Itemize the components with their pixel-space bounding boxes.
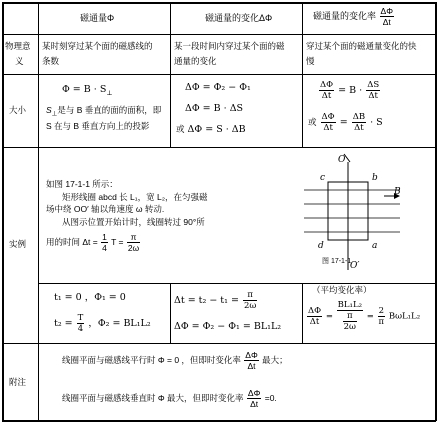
meaning-change-line1: 某一段时间内穿过某个面的磁 — [174, 41, 285, 51]
col-divider-2-lower — [170, 283, 171, 344]
header-flux-change: 磁通量的变化ΔΦ — [205, 13, 273, 23]
col-divider-3-lower — [302, 283, 303, 344]
example-rate-frac-b — [337, 300, 363, 332]
fraction-numerator: BL₁L₂ — [337, 300, 362, 310]
fraction-numerator: ΔΦ — [245, 350, 258, 360]
fraction-denominator: Δt — [309, 316, 320, 327]
flux-note-line1 — [46, 104, 161, 121]
flux-formula — [62, 84, 112, 99]
fraction-numerator: 2 — [378, 305, 385, 316]
meaning-rate-line2: 慢 — [306, 56, 315, 66]
fraction-numerator: ΔΦ — [320, 80, 334, 90]
row-divider-1 — [2, 34, 436, 35]
header-flux-rate-label: 磁通量的变化率 — [313, 10, 377, 21]
example-flux-r2-frac — [77, 313, 85, 334]
fraction-denominator — [337, 311, 363, 332]
example-rate-title: （平均变化率） — [312, 285, 372, 295]
table-border-top — [2, 2, 436, 4]
fraction-numerator: ΔB — [352, 112, 366, 122]
change-formula-or: 或 — [176, 124, 185, 134]
row-label-notes: 附注 — [9, 377, 27, 387]
example-rate-tail: BωL₁L₂ — [388, 311, 421, 322]
example-line5-a: 用的时间 Δt = — [46, 236, 98, 247]
row-label-meaning-1: 物理意 — [5, 41, 31, 51]
fraction-numerator: ΔΦ — [321, 112, 335, 122]
fraction-numerator: π — [343, 311, 357, 322]
flux-formula-sub: ⊥ — [106, 88, 113, 97]
notes-line1-frac — [244, 350, 258, 371]
label-o: O — [338, 155, 346, 165]
flux-note-sub: ⊥ — [51, 110, 58, 118]
rate-f1-frac-b — [366, 80, 380, 101]
example-flux-r2 — [54, 313, 151, 334]
fraction-numerator: ΔΦ — [247, 388, 261, 398]
fraction-denominator: 4 — [77, 324, 84, 334]
fraction-denominator: Δt — [382, 17, 391, 27]
change-formula-3 — [176, 123, 246, 136]
example-flux-r2-a: t₂ = — [54, 318, 73, 329]
rate-f2-eq: = — [339, 117, 348, 128]
fraction-numerator: π — [243, 290, 257, 301]
fraction-denominator: Δt — [354, 123, 364, 133]
meaning-flux-line2: 条数 — [42, 56, 60, 66]
flux-formula-text: Φ = B · S — [62, 84, 107, 95]
table-border-right — [435, 2, 437, 421]
fraction-denominator: Δt — [250, 399, 259, 409]
example-line5-frac-a — [101, 232, 108, 253]
fraction-denominator: Δt — [368, 91, 378, 101]
table-border-left — [2, 2, 4, 421]
rate-f1-eq: = B · — [338, 85, 363, 96]
col-divider-2-upper — [170, 2, 171, 148]
example-change-r1 — [174, 290, 258, 311]
example-line4: 从图示位置开始计时，线圈转过 90°所 — [62, 217, 205, 227]
example-flux-r1: t₁ = 0 ，Φ₁ = 0 — [54, 292, 126, 303]
fraction-denominator: Δt — [321, 91, 332, 101]
notes-line1-b: 最大； — [262, 354, 288, 365]
example-line1: 如图 17-1-1 所示： — [46, 179, 118, 189]
example-line5-b: T = — [111, 236, 124, 247]
coil-figure — [300, 150, 434, 280]
fraction-denominator: π — [378, 316, 385, 327]
change-formula-3-text: ΔΦ = S · ΔB — [187, 124, 246, 135]
meaning-change-line2: 通量的变化 — [174, 56, 217, 66]
fraction-numerator: ΔΦ — [308, 305, 322, 316]
example-rate-frac-c — [378, 306, 386, 327]
change-formula-1: ΔΦ = Φ₂ − Φ₁ — [185, 82, 251, 93]
example-line5 — [46, 232, 141, 253]
row-divider-3 — [2, 147, 436, 148]
example-change-r1-frac — [243, 290, 257, 311]
rate-f1-frac-a — [319, 80, 334, 101]
fraction-denominator: 2ω — [343, 322, 356, 332]
rate-formula-1 — [318, 80, 381, 101]
example-rate-formula — [306, 300, 420, 332]
example-rate-eq: = — [325, 311, 333, 322]
example-change-r1-a: Δt = t₂ − t₁ = — [174, 295, 239, 306]
row-label-example: 实例 — [9, 239, 27, 249]
fraction-denominator: 2ω — [243, 301, 257, 311]
notes-line2 — [62, 388, 277, 409]
notes-line2-b: =0. — [264, 392, 277, 403]
rate-formula-2 — [308, 112, 383, 133]
label-b: b — [372, 173, 378, 183]
fraction-denominator: 2ω — [127, 243, 140, 253]
fraction-numerator: π — [127, 232, 140, 243]
rate-f2-tail: · S — [370, 117, 383, 128]
label-c: c — [320, 173, 326, 183]
rate-f2-frac-b — [352, 112, 366, 133]
flux-note-line2: S 在与 B 垂直方向上的投影 — [46, 121, 150, 131]
example-line2: 矩形线圈 abcd 长 L₁，宽 L₂，在匀强磁 — [62, 192, 208, 202]
row-divider-4 — [2, 343, 436, 344]
example-inner-divider — [38, 283, 436, 284]
flux-note-text: 是与 B 垂直的面的面积，即 — [57, 105, 162, 115]
notes-line2-a: 线圈平面与磁感线垂直时 Φ 最大，但即时变化率 — [62, 392, 244, 403]
header-flux-rate — [313, 6, 395, 27]
row-label-magnitude: 大小 — [9, 105, 27, 115]
label-o-prime: O′ — [350, 261, 360, 271]
fraction-numerator: ΔS — [367, 80, 380, 90]
rate-f2-or: 或 — [308, 117, 317, 127]
meaning-rate-line1: 穿过某个面的磁通量变化的快 — [306, 41, 417, 51]
col-divider-3-upper — [302, 2, 303, 148]
example-flux-r2-b: ，Φ₂ = BL₁L₂ — [88, 318, 151, 329]
figure-caption: 图 17-1-1 — [322, 258, 352, 265]
label-d: d — [318, 241, 324, 251]
example-line3: 场中绕 OO′ 轴以角速度 ω 转动. — [46, 204, 165, 214]
header-flux-rate-fraction — [380, 6, 394, 27]
flux-note-s: S — [46, 105, 52, 115]
fraction-numerator: 1 — [102, 232, 107, 242]
notes-line1 — [62, 350, 288, 371]
fraction-denominator: Δt — [323, 123, 333, 133]
fraction-numerator: ΔΦ — [380, 6, 393, 16]
change-formula-2: ΔΦ = B · ΔS — [185, 103, 244, 114]
meaning-flux-line1: 某时刻穿过某个面的磁感线的 — [42, 41, 153, 51]
fraction-denominator: 4 — [102, 243, 107, 253]
fraction-denominator: Δt — [247, 361, 256, 371]
notes-line2-frac — [247, 388, 261, 409]
header-flux: 磁通量Φ — [80, 13, 115, 23]
rate-f2-frac-a — [321, 112, 336, 133]
nested-fraction — [343, 311, 357, 332]
label-a: a — [372, 241, 378, 251]
example-rate-frac-a — [307, 306, 322, 327]
example-line5-frac-b — [127, 232, 140, 253]
row-label-meaning-2: 义 — [15, 56, 24, 66]
row-divider-2 — [2, 74, 436, 75]
col-divider-label — [38, 2, 39, 421]
example-rate-eq2: = — [366, 311, 374, 322]
fraction-numerator: T — [77, 313, 84, 323]
label-field-b: B — [394, 187, 401, 197]
example-change-r2: ΔΦ = Φ₂ − Φ₁ = BL₁L₂ — [174, 321, 282, 332]
table-border-bottom — [2, 420, 436, 422]
notes-line1-a: 线圈平面与磁感线平行时 Φ = 0 ，但即时变化率 — [62, 354, 241, 365]
